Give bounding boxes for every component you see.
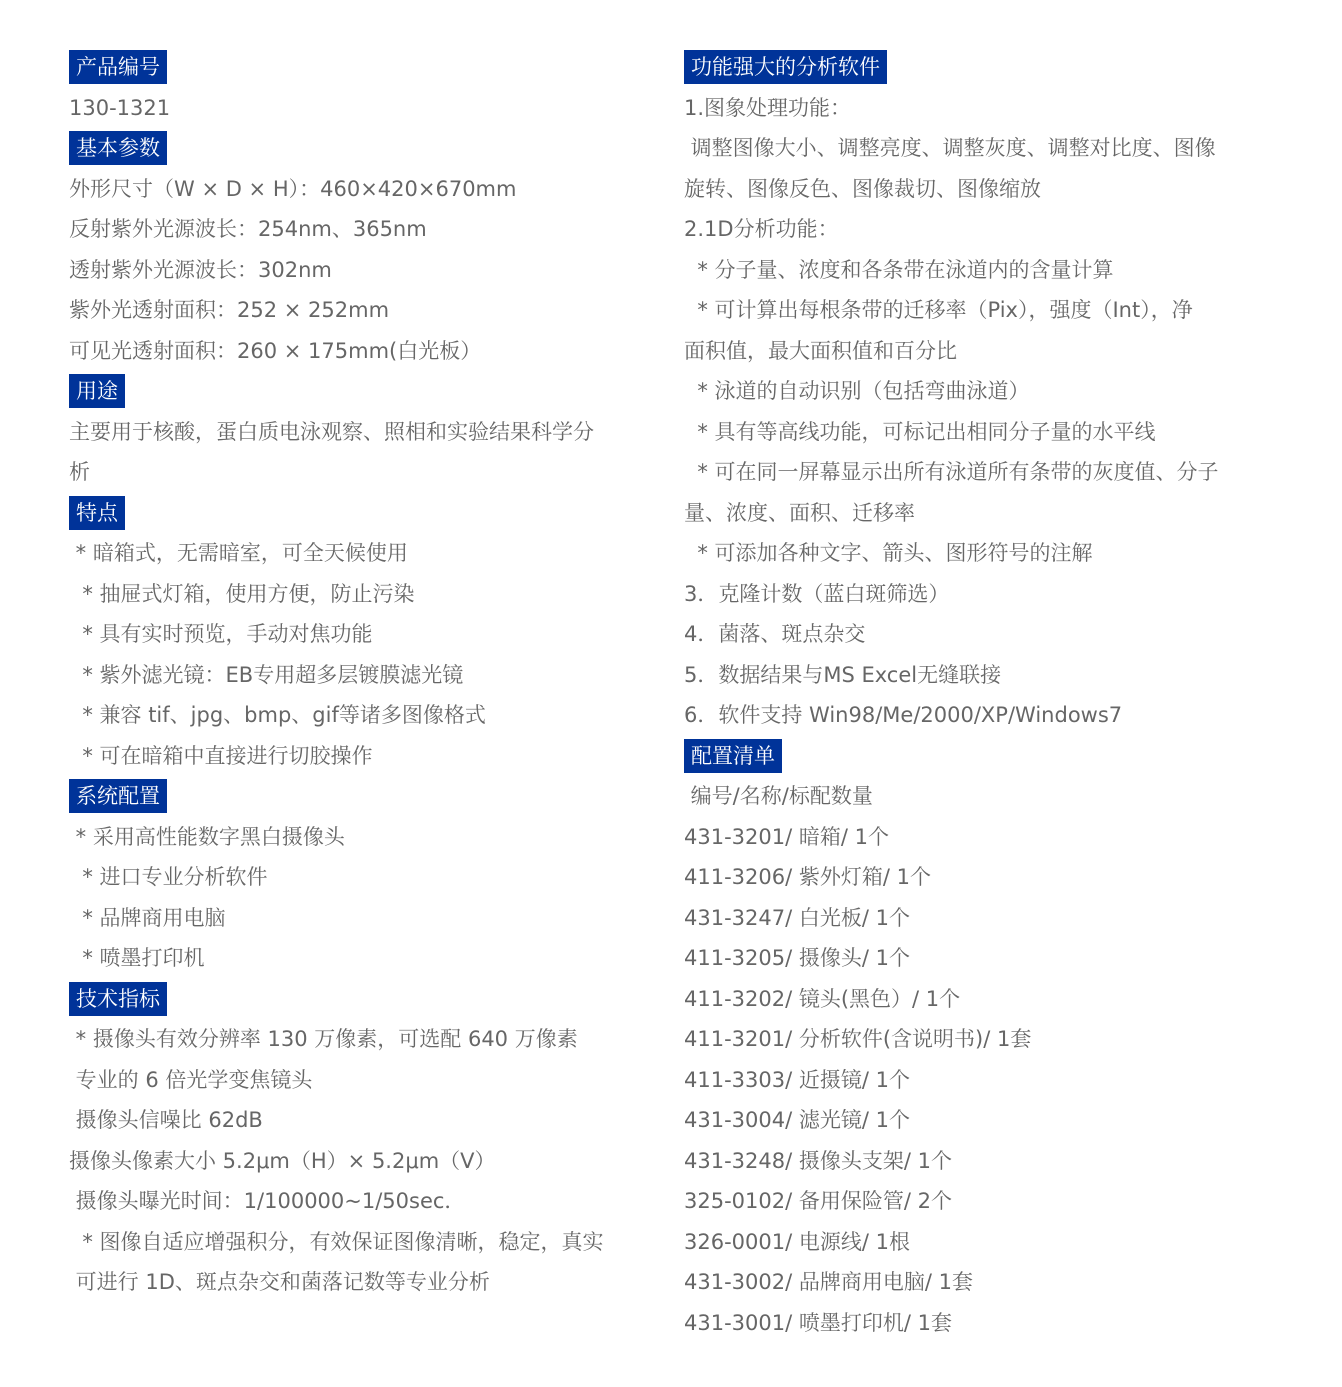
text-line: 摄像头信噪比 62dB	[69, 1108, 263, 1132]
text-line: 面积值，最大面积值和百分比	[684, 338, 957, 363]
text-line: * 具有等高线功能，可标记出相同分子量的水平线	[684, 419, 1156, 444]
text-line: 编号/名称/标配数量	[684, 784, 873, 808]
basic-params-heading: 基本参数	[69, 131, 167, 165]
text-line: * 暗箱式，无需暗室，可全天候使用	[69, 541, 408, 565]
text-line: 外形尺寸（W × D × H）：460×420×670mm	[69, 176, 517, 201]
text-line: 431-3201/ 暗箱/ 1个	[684, 824, 889, 849]
text-line: 可进行 1D、斑点杂交和菌落记数等专业分析	[69, 1270, 490, 1294]
usage-section	[69, 412, 644, 493]
text-line: * 喷墨打印机	[69, 946, 205, 970]
text-line: 量、浓度、面积、迁移率	[684, 500, 915, 525]
software-section	[684, 88, 1259, 736]
product-no-section	[69, 88, 644, 129]
software-heading: 功能强大的分析软件	[684, 50, 887, 84]
text-line: * 可在暗箱中直接进行切胶操作	[69, 743, 373, 768]
right-column	[684, 47, 1259, 1343]
config-list-section	[684, 776, 1259, 1343]
basic-params-section	[69, 169, 644, 372]
text-line: * 具有实时预览，手动对焦功能	[69, 622, 373, 646]
features-heading: 特点	[69, 496, 125, 530]
text-line: * 兼容 tif、jpg、bmp、gif等诸多图像格式	[69, 703, 486, 727]
text-line: 紫外光透射面积：252 × 252mm	[69, 298, 390, 322]
tech-specs-heading: 技术指标	[69, 982, 167, 1016]
text-line: * 品牌商用电脑	[69, 905, 226, 930]
text-line: 3．克隆计数（蓝白斑筛选）	[684, 581, 950, 606]
config-list-heading: 配置清单	[684, 739, 782, 773]
text-line: * 摄像头有效分辨率 130 万像素，可选配 640 万像素	[69, 1027, 578, 1051]
text-line: * 采用高性能数字黑白摄像头	[69, 824, 345, 849]
text-line: 2.1D分析功能：	[684, 217, 839, 241]
text-line: 431-3247/ 白光板/ 1个	[684, 905, 910, 930]
text-line: * 紫外滤光镜：EB专用超多层镀膜滤光镜	[69, 662, 464, 687]
text-line: 摄像头像素大小 5.2μm（H）× 5.2μm（V）	[69, 1148, 496, 1173]
text-line: * 抽屉式灯箱，使用方便，防止污染	[69, 581, 415, 606]
text-line: 130-1321	[69, 95, 171, 120]
text-line: 411-3202/ 镜头(黑色）/ 1个	[684, 986, 961, 1011]
text-line: * 可计算出每根条带的迁移率（Pix），强度（Int），净	[684, 298, 1193, 322]
text-line: * 可添加各种文字、箭头、图形符号的注解	[684, 541, 1093, 565]
features-section	[69, 533, 644, 776]
system-config-heading: 系统配置	[69, 779, 167, 813]
text-line: 5．数据结果与MS Excel无缝联接	[684, 662, 1002, 687]
text-line: 431-3002/ 品牌商用电脑/ 1套	[684, 1270, 973, 1294]
text-line: * 泳道的自动识别（包括弯曲泳道）	[684, 379, 1030, 403]
text-line: 431-3001/ 喷墨打印机/ 1套	[684, 1310, 952, 1335]
text-line: 反射紫外光源波长：254nm、365nm	[69, 217, 427, 241]
text-line: 411-3201/ 分析软件(含说明书)/ 1套	[684, 1027, 1032, 1051]
text-line: 431-3004/ 滤光镜/ 1个	[684, 1108, 910, 1132]
text-line: 透射紫外光源波长：302nm	[69, 257, 332, 282]
text-line: 主要用于核酸，蛋白质电泳观察、照相和实验结果科学分	[69, 419, 594, 444]
text-line: 6．软件支持 Win98/Me/2000/XP/Windows7	[684, 703, 1123, 727]
text-line: 326-0001/ 电源线/ 1根	[684, 1229, 910, 1254]
text-line: 1.图象处理功能：	[684, 95, 852, 120]
tech-specs-section	[69, 1019, 644, 1303]
text-line: * 可在同一屏幕显示出所有泳道所有条带的灰度值、分子	[684, 460, 1219, 484]
text-line: * 进口专业分析软件	[69, 865, 268, 889]
text-line: 325-0102/ 备用保险管/ 2个	[684, 1189, 952, 1213]
usage-heading: 用途	[69, 374, 125, 408]
text-line: 411-3206/ 紫外灯箱/ 1个	[684, 865, 931, 889]
product-no-heading: 产品编号	[69, 50, 167, 84]
text-line: * 分子量、浓度和各条带在泳道内的含量计算	[684, 257, 1114, 282]
text-line: 析	[69, 460, 90, 484]
text-line: * 图像自适应增强积分，有效保证图像清晰，稳定，真实	[69, 1229, 604, 1254]
text-line: 431-3248/ 摄像头支架/ 1个	[684, 1148, 952, 1173]
text-line: 旋转、图像反色、图像裁切、图像缩放	[684, 176, 1041, 201]
text-line: 专业的 6 倍光学变焦镜头	[69, 1067, 313, 1092]
text-line: 可见光透射面积：260 × 175mm(白光板）	[69, 338, 482, 363]
text-line: 4．菌落、斑点杂交	[684, 622, 866, 646]
text-line: 411-3303/ 近摄镜/ 1个	[684, 1067, 910, 1092]
text-line: 调整图像大小、调整亮度、调整灰度、调整对比度、图像	[684, 136, 1216, 160]
system-config-section	[69, 817, 644, 979]
text-line: 411-3205/ 摄像头/ 1个	[684, 946, 910, 970]
left-column	[69, 47, 644, 1303]
text-line: 摄像头曝光时间：1/100000~1/50sec．	[69, 1189, 466, 1213]
